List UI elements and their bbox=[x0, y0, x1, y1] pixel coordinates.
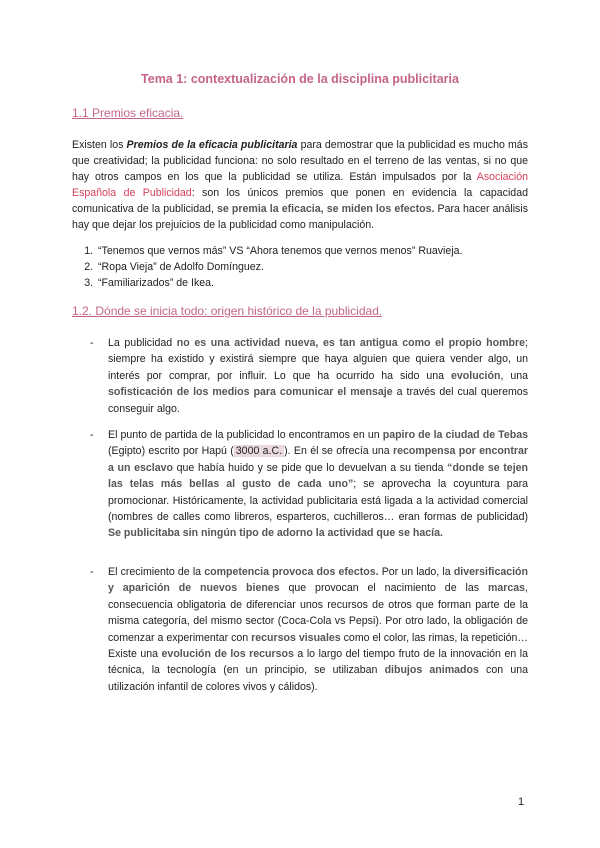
bullet-marker: - bbox=[90, 429, 94, 441]
text-run: que provocan el nacimiento de las bbox=[279, 582, 488, 595]
text-run-bold: evolución bbox=[451, 369, 501, 382]
text-run: La publicidad bbox=[108, 337, 177, 349]
text-run-bold: papiro de la ciudad de Tebas bbox=[382, 429, 528, 441]
section-heading-origen: 1.2. Dónde se inicia todo: origen histórico de la publicidad. bbox=[72, 304, 383, 318]
text-run: El crecimiento de la bbox=[108, 566, 205, 578]
text-run-bold: evolución de los recursos bbox=[161, 648, 294, 661]
text-run: con una utilización infantil de colores vivos y cálidos). bbox=[108, 664, 528, 693]
bullet-paragraph-1 bbox=[108, 335, 528, 417]
text-run-bold: Se publicitaba sin ningún tipo de adorno la actividad que se hacía. bbox=[108, 527, 443, 540]
text-run: que había huido y se pide que lo devuelvan a su tienda bbox=[173, 461, 448, 474]
page-number: 1 bbox=[518, 796, 525, 808]
text-run-bold: “donde se tejen las telas más bellas al gusto de cada uno” bbox=[108, 461, 529, 491]
paragraph-premios bbox=[72, 137, 528, 233]
text-run-bold-italic: Premios de la eficacia publicitaria bbox=[126, 139, 298, 151]
text-run-bold: marcas bbox=[487, 582, 526, 595]
text-run-bold: diversificación y aparición de nuevos bienes bbox=[108, 566, 528, 595]
text-run: Para hacer análisis hay que dejar los prejuicios de la publicidad como manipulación. bbox=[72, 203, 528, 231]
campaign-list bbox=[72, 243, 536, 291]
document-title: Tema 1: contextualización de la disciplina publicitaria bbox=[141, 72, 459, 86]
text-run: : son los únicos premios que ponen en evidencia la capacidad comunicativa de la publicidad, bbox=[72, 187, 528, 215]
highlighted-date: 3000 a.C. bbox=[235, 445, 283, 458]
text-run: El punto de partida de la publicidad lo encontramos en un bbox=[108, 429, 383, 441]
text-run: ; se aprovecha la coyuntura para promocionar. Históricamente, la actividad publicitaria está ligada a la actividad comercial (nombres de calles como libreros, esparteros, cuchilleros… eran formas de publicidad) bbox=[108, 478, 529, 524]
list-item: 3. “Familiarizados” de Ikea. bbox=[96, 275, 536, 291]
text-run: ). En él se ofrecía una bbox=[284, 445, 393, 458]
section-heading-premios: 1.1 Premios eficacia. bbox=[72, 106, 184, 120]
text-run-bold: recursos visuales bbox=[251, 631, 341, 644]
text-run: a lo largo del tiempo fruto de la innovación en la técnica, la tecnología (en un principio, se utilizaban bbox=[108, 648, 528, 677]
text-run: Por un lado, la bbox=[378, 566, 454, 578]
text-run-bold: recompensa por encontrar a un esclavo bbox=[108, 445, 528, 474]
text-run: , consecuencia obligatoria de diferenciar unos recursos de otros que forman parte de la misma categoría, del mismo sector (Coca-Cola vs Pepsi). Por otro lado, la obligación de comenzar a experimentar con bbox=[108, 582, 528, 644]
text-run: como el color, las rimas, la repetición… Existe una bbox=[108, 631, 528, 661]
text-run-bold: no es una actividad nueva, es tan antigua como el propio hombre bbox=[176, 337, 526, 349]
text-run-bold: se premia la eficacia, se miden los efectos. bbox=[217, 203, 435, 215]
text-run: ; siempre ha existido y existirá siempre que haya alguien que quiera vender algo, un interés por comprar, por influir. Lo que ha ocurrido ha sido una bbox=[108, 337, 528, 382]
list-item: 2. “Ropa Vieja” de Adolfo Domínguez. bbox=[96, 259, 536, 275]
text-run-accent: Asociación Española de Publicidad bbox=[72, 171, 528, 199]
bullet-paragraph-3 bbox=[108, 564, 528, 695]
text-run: (Egipto) escrito por Hapú ( bbox=[108, 445, 234, 458]
text-run-bold: competencia provoca dos efectos. bbox=[204, 566, 379, 578]
text-run-bold: sofisticación de los medios para comunicar el mensaje bbox=[108, 386, 393, 399]
bullet-marker: - bbox=[90, 337, 94, 349]
text-run: para demostrar que la publicidad es mucho más que creatividad; la publicidad funciona: no solo resultado en el terreno de las ventas, si no que hay otros campos en los que la publicidad se utiliza. Están impulsados por la bbox=[72, 139, 528, 183]
text-run: , una bbox=[500, 369, 529, 382]
text-run: Existen los bbox=[72, 139, 127, 151]
bullet-paragraph-2 bbox=[108, 427, 528, 542]
text-run: a través del cual queremos conseguir algo. bbox=[108, 386, 528, 415]
bullet-marker: - bbox=[90, 566, 94, 578]
text-run-bold: dibujos animados bbox=[384, 664, 479, 677]
list-item: 1. “Tenemos que vernos más” VS “Ahora tenemos que vernos menos” Ruavieja. bbox=[96, 243, 536, 259]
